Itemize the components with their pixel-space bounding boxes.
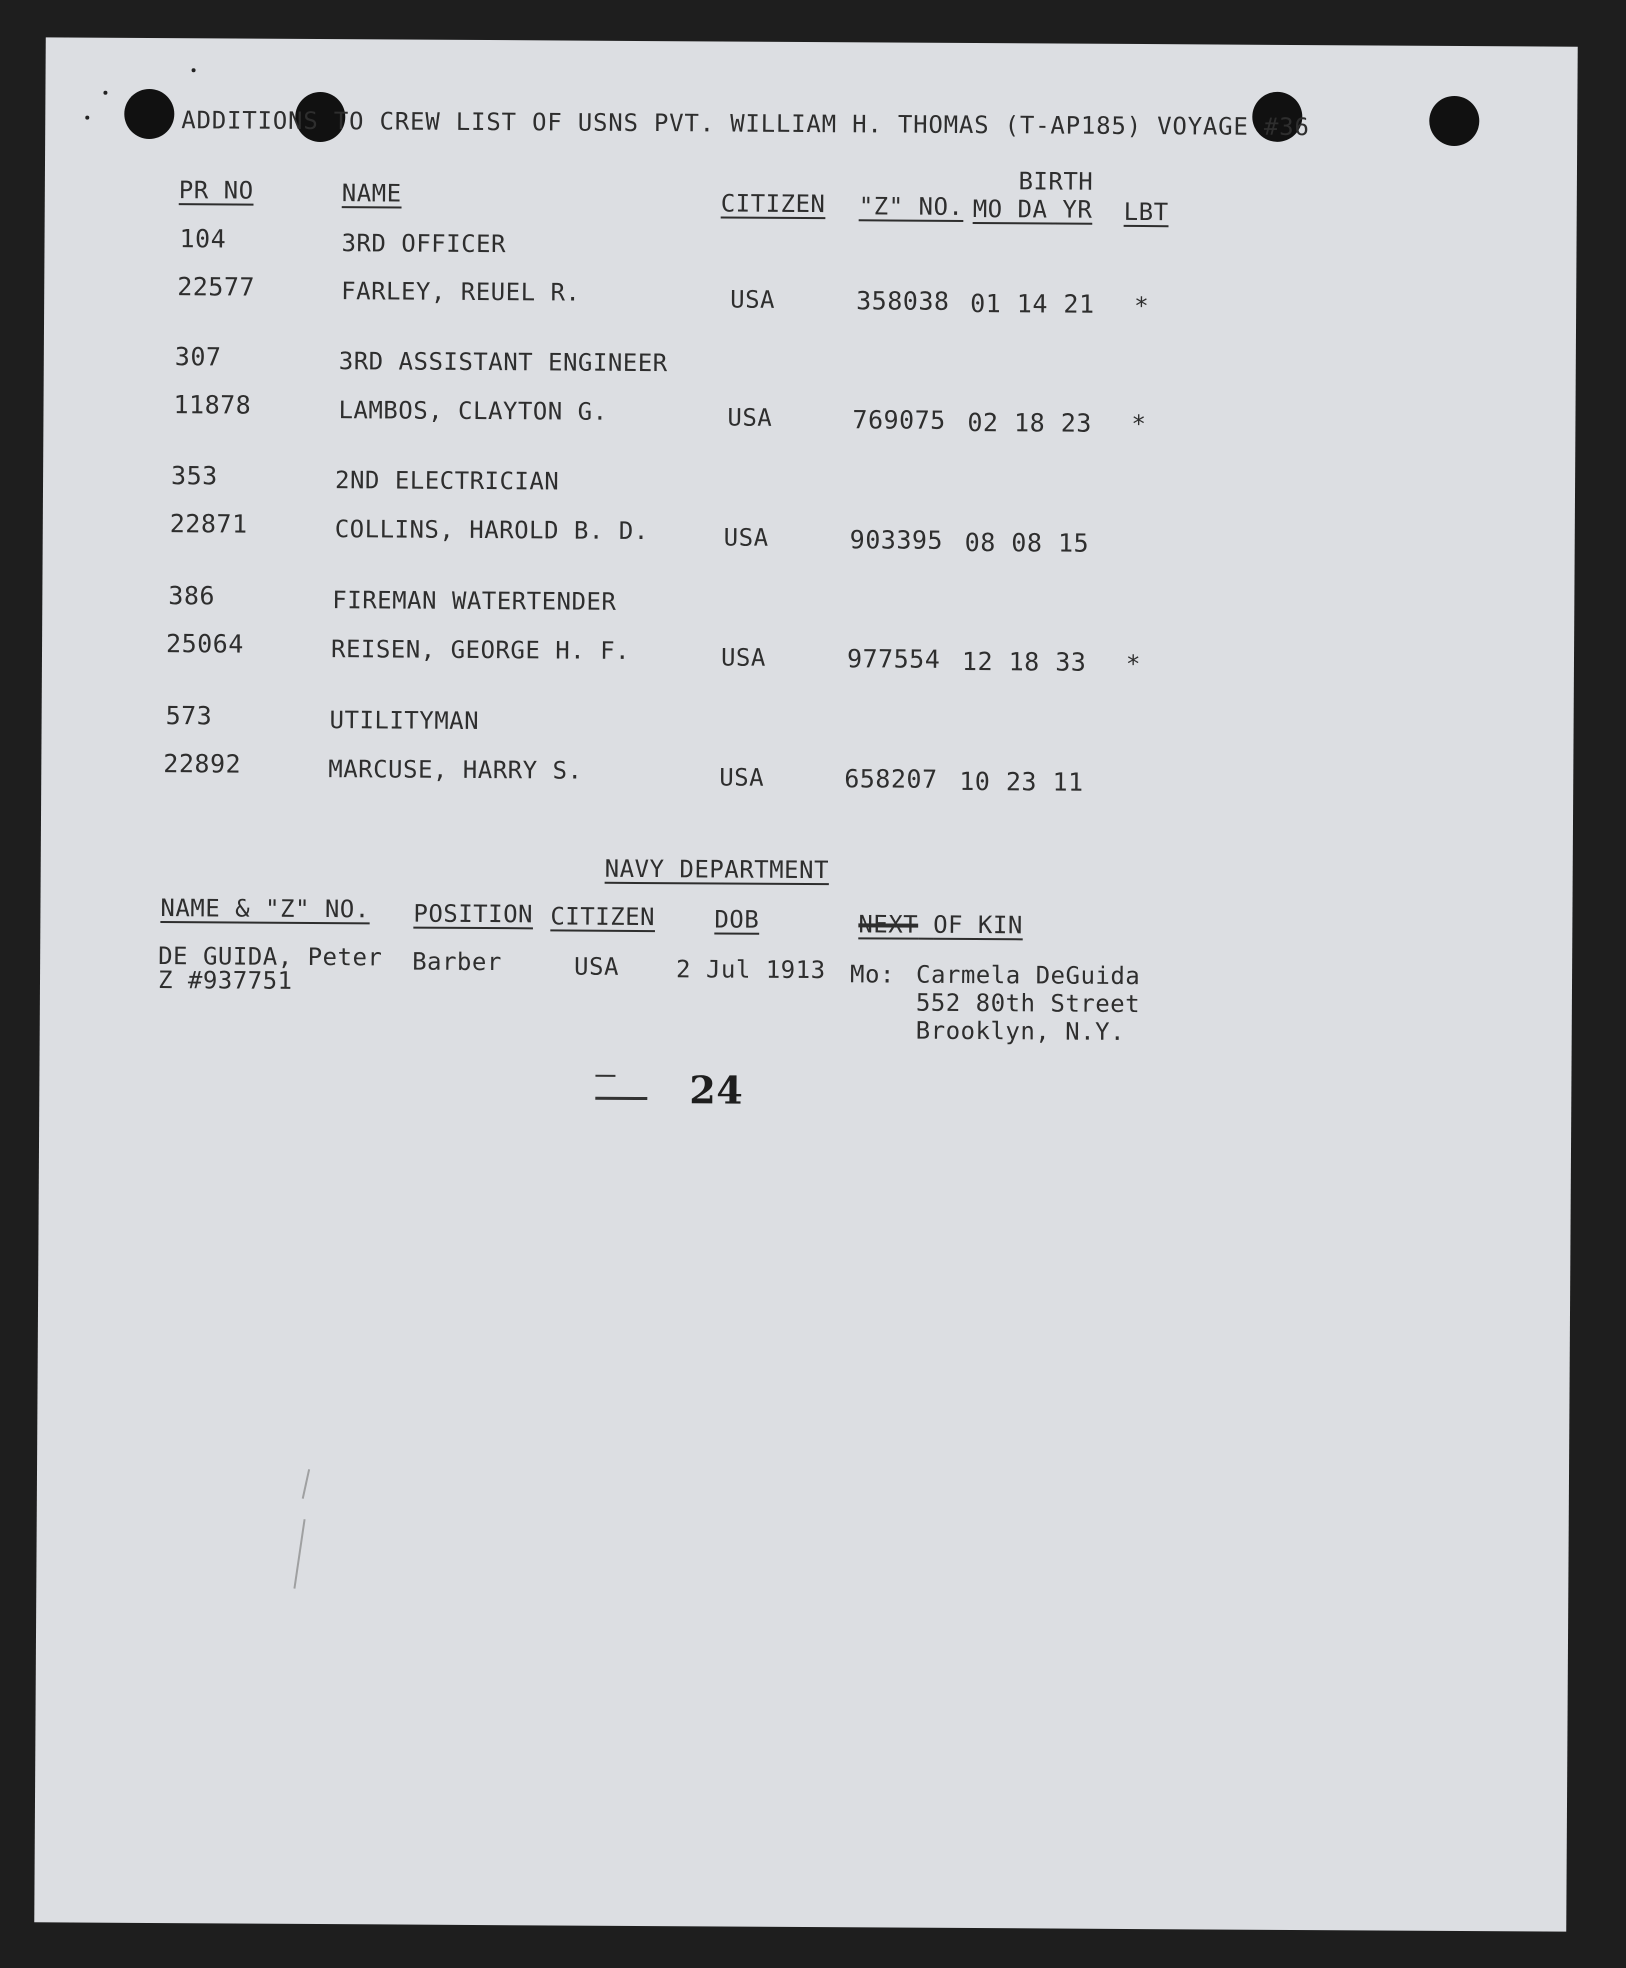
navy-position: Barber	[412, 947, 502, 977]
crew-birth-date: 08 08 15	[964, 527, 1090, 558]
crew-lbt-mark: *	[1131, 409, 1147, 439]
navy-header-citizen: CITIZEN	[550, 902, 656, 932]
crew-z-number: 903395	[849, 525, 944, 555]
position-number: 353	[171, 461, 218, 491]
navy-header-next-of-kin	[858, 910, 1023, 939]
crew-name: COLLINS, HAROLD B. D.	[334, 515, 649, 546]
navy-dob: 2 Jul 1913	[676, 955, 826, 985]
crew-name: MARCUSE, HARRY S.	[328, 755, 583, 785]
crew-citizen: USA	[720, 643, 766, 672]
document-page	[34, 37, 1577, 1931]
position-number: 573	[165, 701, 213, 731]
kin-label: OF KIN	[933, 910, 1023, 940]
position-title: 3RD OFFICER	[341, 229, 507, 259]
kin-name: Carmela DeGuida	[915, 960, 1141, 991]
position-number: 307	[174, 342, 222, 372]
crew-name: REISEN, GEORGE H. F.	[330, 635, 631, 665]
position-number: 386	[168, 581, 216, 611]
header-birth-format: MO DA YR	[972, 195, 1093, 224]
position-number: 104	[179, 224, 227, 254]
crew-citizen: USA	[730, 285, 776, 314]
position-title: 3RD ASSISTANT ENGINEER	[338, 347, 668, 378]
pr-number: 22871	[169, 509, 248, 539]
page-number-dash	[595, 1075, 615, 1077]
crew-z-number: 977554	[846, 644, 941, 674]
position-title: UTILITYMAN	[329, 706, 480, 735]
kin-address-street: 552 80th Street	[915, 988, 1141, 1019]
crew-lbt-mark: *	[1125, 649, 1142, 679]
crew-name: LAMBOS, CLAYTON G.	[338, 396, 608, 426]
header-pr-no: PR NO	[178, 176, 254, 205]
navy-header-position: POSITION	[413, 899, 534, 929]
page-number-rule	[595, 1097, 647, 1100]
ink-speck	[192, 68, 196, 72]
crew-z-number: 358038	[856, 286, 950, 316]
position-title: FIREMAN WATERTENDER	[332, 586, 617, 616]
navy-z-number: Z #937751	[157, 966, 293, 995]
punch-hole-4	[1429, 96, 1479, 146]
crew-birth-date: 02 18 23	[967, 407, 1092, 438]
struck-word: NEXT	[858, 910, 919, 939]
navy-heading: NAVY DEPARTMENT	[604, 854, 830, 885]
header-lbt: LBT	[1123, 197, 1169, 227]
punch-hole-1	[124, 89, 174, 139]
header-name: NAME	[341, 179, 402, 208]
navy-header-name-z: NAME & "Z" NO.	[160, 894, 370, 924]
crew-z-number: 658207	[844, 764, 938, 794]
pr-number: 25064	[165, 629, 244, 659]
crew-z-number: 769075	[852, 405, 946, 435]
header-z-no: "Z" NO.	[858, 192, 964, 221]
kin-relation: Mo:	[849, 960, 896, 989]
navy-name: DE GUIDA, Peter	[158, 942, 383, 972]
pr-number: 22577	[177, 272, 256, 302]
crew-citizen: USA	[727, 403, 773, 432]
ink-speck	[103, 91, 107, 95]
navy-citizen: USA	[574, 952, 620, 981]
pr-number: 11878	[173, 390, 252, 420]
crew-citizen: USA	[723, 523, 769, 552]
crew-birth-date: 01 14 21	[970, 288, 1095, 319]
crew-birth-date: 12 18 33	[961, 646, 1087, 677]
position-title: 2ND ELECTRICIAN	[334, 466, 560, 496]
crew-lbt-mark: *	[1134, 291, 1150, 321]
paper-crease-mark	[302, 1469, 310, 1499]
paper-crease-mark	[293, 1519, 305, 1589]
pr-number: 22892	[163, 749, 242, 779]
crew-name: FARLEY, REUEL R.	[341, 277, 581, 307]
navy-header-dob: DOB	[714, 905, 760, 934]
crew-citizen: USA	[719, 763, 765, 792]
header-birth: BIRTH	[1018, 167, 1094, 196]
document-title: ADDITIONS TO CREW LIST OF USNS PVT. WILLIAM H. THOMAS (T-AP185) VOYAGE #36	[181, 106, 1310, 142]
ink-speck	[85, 116, 89, 120]
crew-birth-date: 10 23 11	[959, 766, 1084, 797]
header-citizen: CITIZEN	[720, 189, 826, 219]
kin-address-city: Brooklyn, N.Y.	[915, 1016, 1126, 1046]
page-number: 24	[689, 1067, 744, 1113]
